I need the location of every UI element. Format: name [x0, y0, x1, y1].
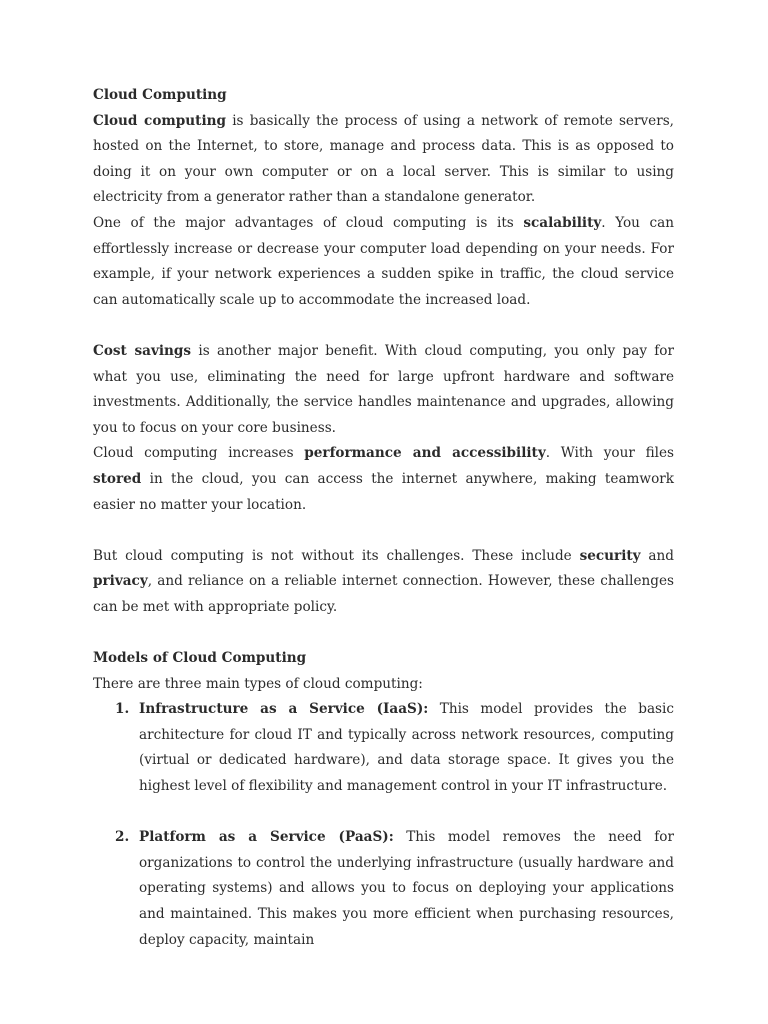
intro-text: is basically the process of using a network of remote servers, hosted on the Internet, to store, manage and process data. This is as opposed to doing it on your own computer or on a local server. This is similar to using electricity from a generator rather than a standalone generator. — [93, 112, 674, 206]
list-item — [93, 697, 674, 799]
document-page — [93, 83, 674, 953]
paas-term: Platform as a Service (PaaS): — [139, 829, 394, 846]
intro-term: Cloud computing — [93, 112, 226, 129]
performance-paragraph — [93, 441, 674, 518]
challenges-lead: But cloud computing is not without its challenges. These include — [93, 547, 580, 564]
models-intro: There are three main types of cloud computing: — [93, 675, 423, 692]
iaas-text: This model provides the basic architecture for cloud IT and typically across network resources, computing (virtual or dedicated hardware), and data storage space. It gives you the highest level of flexibility and management control in your IT infrastructure. — [139, 701, 674, 795]
stored-term: stored — [93, 470, 142, 487]
document-title: Cloud Computing — [93, 87, 227, 103]
paragraph-gap — [93, 800, 674, 826]
scalability-text: . You can effortlessly increase or decrease your computer load depending on your needs. For example, if your network experiences a sudden spike in traffic, the cloud service can automatically scale up to accommodate the increased load. — [93, 214, 675, 308]
models-list — [93, 697, 674, 953]
performance-middle: . With your files — [545, 445, 675, 462]
challenges-middle: and — [640, 547, 674, 564]
security-term: security — [579, 547, 641, 564]
paragraph-gap — [93, 518, 674, 544]
challenges-text: , and reliance on a reliable internet connection. However, these challenges can be met with appropriate policy. — [93, 573, 674, 615]
privacy-term: privacy — [93, 573, 148, 590]
list-number: 2. — [115, 829, 130, 846]
performance-lead: Cloud computing increases — [93, 445, 305, 462]
performance-text: in the cloud, you can access the internet anywhere, making teamwork easier no matter your location. — [93, 470, 674, 513]
cost-paragraph — [93, 339, 674, 441]
scalability-paragraph — [93, 211, 674, 313]
intro-paragraph — [93, 109, 674, 211]
paragraph-gap — [93, 620, 674, 646]
list-number: 1. — [115, 701, 130, 718]
paragraph-gap — [93, 313, 674, 339]
scalability-term: scalability — [523, 214, 602, 231]
challenges-paragraph — [93, 544, 674, 621]
cost-term: Cost savings — [93, 342, 192, 359]
list-item — [93, 825, 674, 953]
cost-text: is another major benefit. With cloud computing, you only pay for what you use, eliminating the need for large upfront hardware and software investments. Additionally, the service handles maintenance and upgrades, allowing you to focus on your core business. — [93, 342, 674, 436]
models-heading: Models of Cloud Computing — [93, 650, 307, 667]
performance-term: performance and accessibility — [304, 445, 546, 462]
scalability-lead: One of the major advantages of cloud computing is its — [93, 214, 524, 231]
iaas-term: Infrastructure as a Service (IaaS): — [139, 701, 429, 718]
paas-text: This model removes the need for organizations to control the underlying infrastructure (usually hardware and operating systems) and allows you to focus on deploying your applications and maintained. This makes you more efficient when purchasing resources, deploy capacity, maintain — [139, 829, 674, 948]
